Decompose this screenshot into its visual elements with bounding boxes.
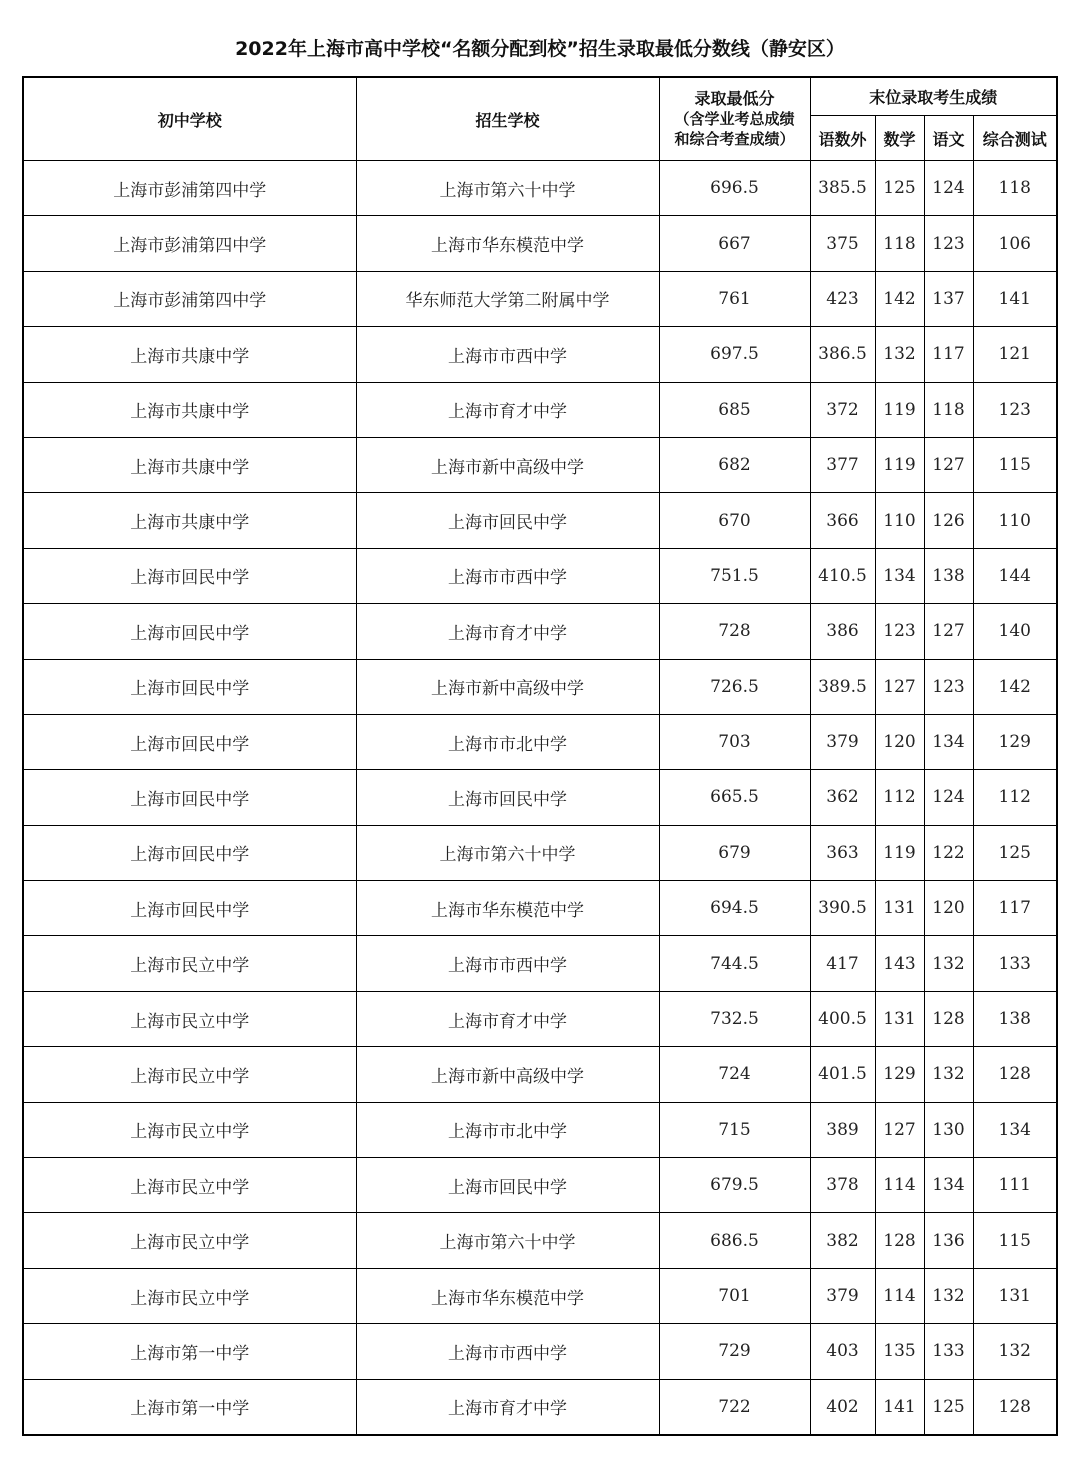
table-row — [23, 271, 1057, 326]
admitting-school-cell: 上海市第六十中学 — [356, 161, 659, 216]
admitting-school-cell: 上海市市西中学 — [356, 936, 659, 991]
junior-school-cell: 上海市民立中学 — [23, 1268, 356, 1323]
min-score-cell: 685 — [659, 382, 810, 437]
foreign-lang-cell: 372 — [810, 382, 875, 437]
comprehensive-cell: 106 — [973, 216, 1057, 271]
junior-school-cell: 上海市共康中学 — [23, 382, 356, 437]
junior-school-cell: 上海市民立中学 — [23, 1213, 356, 1268]
junior-school-cell: 上海市彭浦第四中学 — [23, 161, 356, 216]
junior-school-cell: 上海市民立中学 — [23, 1047, 356, 1102]
admitting-school-cell: 华东师范大学第二附属中学 — [356, 271, 659, 326]
math-cell: 120 — [875, 714, 924, 769]
chinese-cell: 132 — [924, 1268, 973, 1323]
admitting-school-cell: 上海市第六十中学 — [356, 825, 659, 880]
min-score-cell: 667 — [659, 216, 810, 271]
junior-school-cell: 上海市共康中学 — [23, 493, 356, 548]
foreign-lang-cell: 401.5 — [810, 1047, 875, 1102]
header-min-score-line1: 录取最低分 — [694, 89, 775, 108]
chinese-cell: 134 — [924, 1158, 973, 1213]
chinese-cell: 126 — [924, 493, 973, 548]
table-row — [23, 382, 1057, 437]
junior-school-cell: 上海市彭浦第四中学 — [23, 271, 356, 326]
header-min-score — [659, 77, 810, 161]
comprehensive-cell: 115 — [973, 1213, 1057, 1268]
chinese-cell: 134 — [924, 714, 973, 769]
table-body — [23, 161, 1057, 1435]
chinese-cell: 127 — [924, 604, 973, 659]
comprehensive-cell: 118 — [973, 161, 1057, 216]
junior-school-cell: 上海市回民中学 — [23, 548, 356, 603]
comprehensive-cell: 112 — [973, 770, 1057, 825]
math-cell: 123 — [875, 604, 924, 659]
admitting-school-cell: 上海市回民中学 — [356, 770, 659, 825]
table-row — [23, 327, 1057, 382]
table-row — [23, 881, 1057, 936]
table-row — [23, 604, 1057, 659]
min-score-cell: 728 — [659, 604, 810, 659]
min-score-cell: 694.5 — [659, 881, 810, 936]
header-math: 数学 — [875, 116, 924, 161]
junior-school-cell: 上海市回民中学 — [23, 714, 356, 769]
min-score-cell: 665.5 — [659, 770, 810, 825]
junior-school-cell: 上海市共康中学 — [23, 327, 356, 382]
chinese-cell: 118 — [924, 382, 973, 437]
table-row — [23, 1379, 1057, 1435]
admitting-school-cell: 上海市新中高级中学 — [356, 1047, 659, 1102]
foreign-lang-cell: 389 — [810, 1102, 875, 1157]
math-cell: 128 — [875, 1213, 924, 1268]
math-cell: 135 — [875, 1324, 924, 1379]
foreign-lang-cell: 389.5 — [810, 659, 875, 714]
foreign-lang-cell: 377 — [810, 437, 875, 492]
chinese-cell: 132 — [924, 1047, 973, 1102]
admitting-school-cell: 上海市华东模范中学 — [356, 216, 659, 271]
foreign-lang-cell: 410.5 — [810, 548, 875, 603]
table-row — [23, 1268, 1057, 1323]
admitting-school-cell: 上海市育才中学 — [356, 991, 659, 1046]
foreign-lang-cell: 366 — [810, 493, 875, 548]
header-junior-school: 初中学校 — [23, 77, 356, 161]
chinese-cell: 132 — [924, 936, 973, 991]
chinese-cell: 136 — [924, 1213, 973, 1268]
math-cell: 114 — [875, 1268, 924, 1323]
table-row — [23, 1158, 1057, 1213]
foreign-lang-cell: 379 — [810, 714, 875, 769]
junior-school-cell: 上海市回民中学 — [23, 770, 356, 825]
math-cell: 119 — [875, 437, 924, 492]
math-cell: 131 — [875, 991, 924, 1046]
comprehensive-cell: 123 — [973, 382, 1057, 437]
math-cell: 127 — [875, 1102, 924, 1157]
math-cell: 132 — [875, 327, 924, 382]
math-cell: 142 — [875, 271, 924, 326]
admitting-school-cell: 上海市市西中学 — [356, 548, 659, 603]
comprehensive-cell: 138 — [973, 991, 1057, 1046]
comprehensive-cell: 131 — [973, 1268, 1057, 1323]
math-cell: 143 — [875, 936, 924, 991]
table-header — [23, 77, 1057, 161]
chinese-cell: 120 — [924, 881, 973, 936]
chinese-cell: 123 — [924, 659, 973, 714]
math-cell: 129 — [875, 1047, 924, 1102]
table-row — [23, 161, 1057, 216]
foreign-lang-cell: 417 — [810, 936, 875, 991]
comprehensive-cell: 141 — [973, 271, 1057, 326]
min-score-cell: 715 — [659, 1102, 810, 1157]
comprehensive-cell: 134 — [973, 1102, 1057, 1157]
table-row — [23, 991, 1057, 1046]
foreign-lang-cell: 400.5 — [810, 991, 875, 1046]
math-cell: 131 — [875, 881, 924, 936]
comprehensive-cell: 111 — [973, 1158, 1057, 1213]
min-score-cell: 679.5 — [659, 1158, 810, 1213]
min-score-cell: 724 — [659, 1047, 810, 1102]
header-chinese: 语文 — [924, 116, 973, 161]
min-score-cell: 686.5 — [659, 1213, 810, 1268]
admitting-school-cell: 上海市新中高级中学 — [356, 437, 659, 492]
math-cell: 112 — [875, 770, 924, 825]
table-row — [23, 548, 1057, 603]
math-cell: 141 — [875, 1379, 924, 1435]
header-min-score-line3: 和综合考查成绩） — [674, 130, 795, 148]
admitting-school-cell: 上海市华东模范中学 — [356, 1268, 659, 1323]
admitting-school-cell: 上海市育才中学 — [356, 604, 659, 659]
math-cell: 110 — [875, 493, 924, 548]
table-row — [23, 1213, 1057, 1268]
chinese-cell: 124 — [924, 770, 973, 825]
table-row — [23, 1102, 1057, 1157]
min-score-cell: 732.5 — [659, 991, 810, 1046]
table-row — [23, 1324, 1057, 1379]
header-min-score-line2: （含学业考总成绩 — [674, 110, 795, 128]
admitting-school-cell: 上海市新中高级中学 — [356, 659, 659, 714]
admitting-school-cell: 上海市育才中学 — [356, 382, 659, 437]
junior-school-cell: 上海市民立中学 — [23, 1158, 356, 1213]
foreign-lang-cell: 378 — [810, 1158, 875, 1213]
math-cell: 134 — [875, 548, 924, 603]
junior-school-cell: 上海市第一中学 — [23, 1324, 356, 1379]
min-score-cell: 729 — [659, 1324, 810, 1379]
comprehensive-cell: 110 — [973, 493, 1057, 548]
table-row — [23, 936, 1057, 991]
min-score-cell: 703 — [659, 714, 810, 769]
min-score-cell: 682 — [659, 437, 810, 492]
admitting-school-cell: 上海市市西中学 — [356, 327, 659, 382]
min-score-cell: 751.5 — [659, 548, 810, 603]
admitting-school-cell: 上海市育才中学 — [356, 1379, 659, 1435]
junior-school-cell: 上海市民立中学 — [23, 936, 356, 991]
comprehensive-cell: 125 — [973, 825, 1057, 880]
comprehensive-cell: 132 — [973, 1324, 1057, 1379]
junior-school-cell: 上海市回民中学 — [23, 604, 356, 659]
foreign-lang-cell: 363 — [810, 825, 875, 880]
comprehensive-cell: 144 — [973, 548, 1057, 603]
admitting-school-cell: 上海市第六十中学 — [356, 1213, 659, 1268]
foreign-lang-cell: 375 — [810, 216, 875, 271]
foreign-lang-cell: 379 — [810, 1268, 875, 1323]
chinese-cell: 122 — [924, 825, 973, 880]
junior-school-cell: 上海市第一中学 — [23, 1379, 356, 1435]
table-row — [23, 437, 1057, 492]
chinese-cell: 130 — [924, 1102, 973, 1157]
min-score-cell: 696.5 — [659, 161, 810, 216]
min-score-cell: 701 — [659, 1268, 810, 1323]
admitting-school-cell: 上海市市西中学 — [356, 1324, 659, 1379]
admitting-school-cell: 上海市回民中学 — [356, 1158, 659, 1213]
junior-school-cell: 上海市彭浦第四中学 — [23, 216, 356, 271]
chinese-cell: 117 — [924, 327, 973, 382]
comprehensive-cell: 117 — [973, 881, 1057, 936]
foreign-lang-cell: 362 — [810, 770, 875, 825]
comprehensive-cell: 140 — [973, 604, 1057, 659]
foreign-lang-cell: 382 — [810, 1213, 875, 1268]
table-row — [23, 216, 1057, 271]
admitting-school-cell: 上海市市北中学 — [356, 1102, 659, 1157]
min-score-cell: 697.5 — [659, 327, 810, 382]
chinese-cell: 123 — [924, 216, 973, 271]
math-cell: 119 — [875, 825, 924, 880]
junior-school-cell: 上海市民立中学 — [23, 1102, 356, 1157]
min-score-cell: 761 — [659, 271, 810, 326]
chinese-cell: 124 — [924, 161, 973, 216]
admitting-school-cell: 上海市回民中学 — [356, 493, 659, 548]
chinese-cell: 128 — [924, 991, 973, 1046]
comprehensive-cell: 129 — [973, 714, 1057, 769]
table-row — [23, 493, 1057, 548]
junior-school-cell: 上海市回民中学 — [23, 659, 356, 714]
header-admitting-school: 招生学校 — [356, 77, 659, 161]
min-score-cell: 670 — [659, 493, 810, 548]
header-foreign-lang: 语数外 — [810, 116, 875, 161]
math-cell: 119 — [875, 382, 924, 437]
foreign-lang-cell: 403 — [810, 1324, 875, 1379]
math-cell: 118 — [875, 216, 924, 271]
min-score-cell: 722 — [659, 1379, 810, 1435]
min-score-cell: 744.5 — [659, 936, 810, 991]
comprehensive-cell: 128 — [973, 1047, 1057, 1102]
header-comprehensive: 综合测试 — [973, 116, 1057, 161]
chinese-cell: 138 — [924, 548, 973, 603]
table-row — [23, 770, 1057, 825]
foreign-lang-cell: 402 — [810, 1379, 875, 1435]
junior-school-cell: 上海市共康中学 — [23, 437, 356, 492]
min-score-cell: 726.5 — [659, 659, 810, 714]
page-title: 2022年上海市高中学校“名额分配到校”招生录取最低分数线（静安区） — [235, 38, 845, 60]
table-row — [23, 825, 1057, 880]
foreign-lang-cell: 386 — [810, 604, 875, 659]
chinese-cell: 125 — [924, 1379, 973, 1435]
table-row — [23, 659, 1057, 714]
admitting-school-cell: 上海市华东模范中学 — [356, 881, 659, 936]
foreign-lang-cell: 423 — [810, 271, 875, 326]
header-last-admitted: 末位录取考生成绩 — [810, 77, 1057, 116]
comprehensive-cell: 133 — [973, 936, 1057, 991]
comprehensive-cell: 142 — [973, 659, 1057, 714]
foreign-lang-cell: 390.5 — [810, 881, 875, 936]
chinese-cell: 137 — [924, 271, 973, 326]
junior-school-cell: 上海市回民中学 — [23, 825, 356, 880]
table-row — [23, 714, 1057, 769]
comprehensive-cell: 115 — [973, 437, 1057, 492]
score-table — [22, 76, 1058, 1436]
foreign-lang-cell: 385.5 — [810, 161, 875, 216]
junior-school-cell: 上海市民立中学 — [23, 991, 356, 1046]
chinese-cell: 133 — [924, 1324, 973, 1379]
math-cell: 114 — [875, 1158, 924, 1213]
chinese-cell: 127 — [924, 437, 973, 492]
foreign-lang-cell: 386.5 — [810, 327, 875, 382]
math-cell: 127 — [875, 659, 924, 714]
table-row — [23, 1047, 1057, 1102]
math-cell: 125 — [875, 161, 924, 216]
min-score-cell: 679 — [659, 825, 810, 880]
comprehensive-cell: 128 — [973, 1379, 1057, 1435]
junior-school-cell: 上海市回民中学 — [23, 881, 356, 936]
admitting-school-cell: 上海市市北中学 — [356, 714, 659, 769]
comprehensive-cell: 121 — [973, 327, 1057, 382]
